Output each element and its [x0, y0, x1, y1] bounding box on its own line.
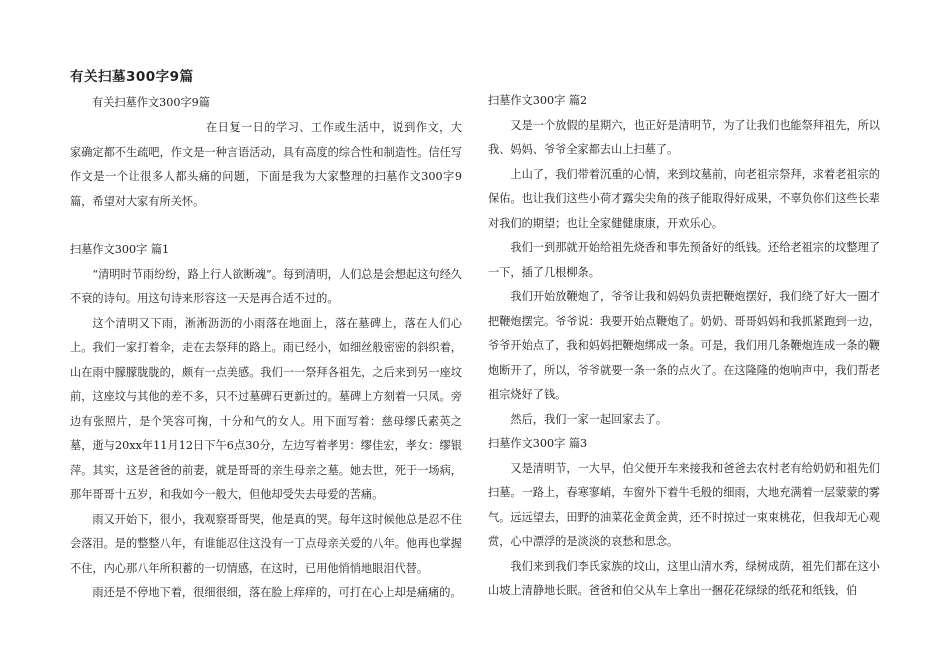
- document-title: 有关扫墓300字9篇: [70, 69, 194, 85]
- essay-2: [488, 89, 880, 604]
- subtitle: 有关扫墓作文300字9篇: [92, 96, 210, 109]
- paragraph: “清明时节雨纷纷，路上行人欲断魂”。每到清明，人们总是会想起这句经久不衰的诗句。用这句诗来形容这一天是再合适不过的。: [70, 267, 462, 305]
- essay-1: [70, 238, 462, 606]
- essay-heading: 扫墓作文300字 篇1: [70, 243, 170, 256]
- paragraph: 我们来到我们李氏家族的坟山，这里山清水秀，绿树成荫，祖先们都在这小山坡上清静地长眠。爸爸和伯父从车上拿出一捆花花绿绿的纸花和纸钱，伯: [488, 559, 880, 597]
- paragraph: 我们一到那就开始给祖先烧香和事先预备好的纸钱。还给老祖宗的坟整理了一下，插了几根柳条。: [488, 241, 880, 279]
- paragraph: 上山了，我们带着沉重的心情，来到坟墓前，向老祖宗祭拜，求着老祖宗的保佑。也让我们这些小荷才露尖尖角的孩子能取得好成果，不辜负你们这些长辈对我们的期望；也让全家健健康康，开欢乐心。: [488, 167, 880, 230]
- paragraph: 雨还是不停地下着，很细很细，落在脸上痒痒的，可打在心上却是痛痛的。: [92, 586, 462, 599]
- essay-heading: 扫墓作文300字 篇3: [488, 437, 588, 450]
- paragraph: 雨又开始下，很小，我观察哥哥哭，他是真的哭。每年这时候他总是忍不住会落泪。是的整整八年，有谁能忍住这没有一丁点母亲关爱的八年。他再也掌握不住，内心那八年所积蓄的一切情感，在这时，已用他悄悄地眼泪代替。: [70, 512, 462, 575]
- paragraph: 然后，我们一家一起回家去了。: [510, 412, 668, 426]
- paragraph: 这个清明又下雨，淅淅沥沥的小雨落在地面上，落在墓碑上，落在人们心上。我们一家打着伞，走在去祭拜的路上。雨已经小，如细丝般密密的斜织着，山在雨中朦朦胧胧的，颇有一点美感。我们一一祭拜各祖先，之后来到另一座坟前，这座坟与其他的差不多，只不过墓碑石更新过的。墓碑上方刻着一只凤。旁边有张照片，是个笑容可掬，十分和气的女人。用下面写着：慈母缪氏素英之墓，逝与20xx年11月12日下午6点30分，左边写着孝男：缪佳宏，孝女：缪银萍。其实，这是爸爸的前妻，就是哥哥的亲生母亲之墓。她去世，死于一场病，那年哥哥十五岁，和我如今一般大，但他却受失去母爱的苦痛。: [70, 316, 462, 501]
- paragraph: 又是一个放假的星期六，也正好是清明节，为了让我们也能祭拜祖先，所以我、妈妈、爷爷全家都去山上扫墓了。: [488, 118, 880, 156]
- intro-paragraph: 在日复一日的学习、工作或生活中，说到作文，大家确定都不生疏吧，作文是一种言语活动，具有高度的综合性和制造性。信任写作文是一个让很多人都头痛的问题，下面是我为大家整理的扫墓作文300字9篇，希望对大家有所关怀。: [70, 121, 462, 208]
- paragraph: 又是清明节，一大早，伯父便开车来接我和爸爸去农村老有给奶奶和祖先们扫墓。一路上，春寒寥峭，车窗外下着牛毛般的细雨，大地充满着一层蒙蒙的雾气。远远望去，田野的油菜花金黄金黄，还不时掠过一束束桃花，但我却无心观赏，心中漂浮的是淡淡的哀愁和思念。: [488, 461, 880, 548]
- essay-heading: 扫墓作文300字 篇2: [488, 94, 588, 107]
- paragraph: 我们开始放鞭炮了，爷爷让我和妈妈负责把鞭炮摆好，我们绕了好大一圈才把鞭炮摆完。爷爷说：我要开始点鞭炮了。奶奶、哥哥妈妈和我抓紧跑到一边，爷爷开始点了，我和妈妈把鞭炮绑成一条。可是，我们用几条鞭炮连成一条的鞭炮断开了，所以，爷爷就要一条一条的点火了。在这隆隆的炮响声中，我们帮老祖宗烧好了钱。: [488, 290, 880, 401]
